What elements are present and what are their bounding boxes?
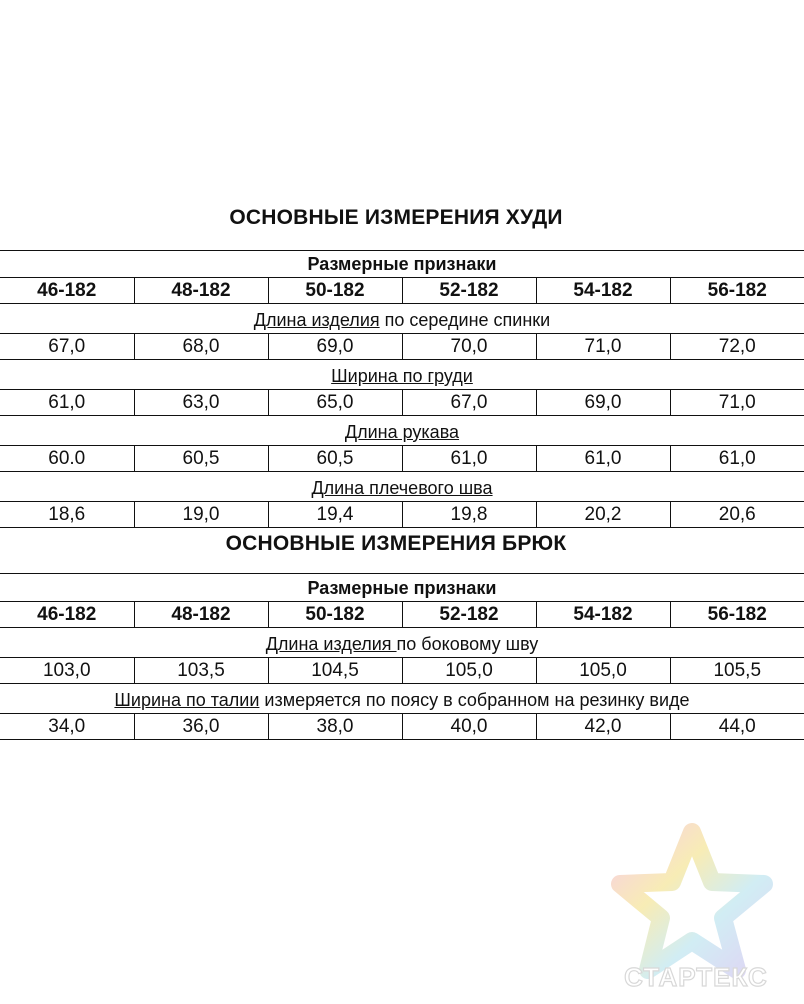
label-rest: измеряется по поясу в собранном на резинку виде — [259, 690, 690, 710]
value-cell: 19,4 — [268, 502, 402, 528]
size-cell: 46-182 — [0, 278, 134, 304]
size-cell: 50-182 — [268, 602, 402, 628]
size-cell: 56-182 — [670, 602, 804, 628]
label-underlined: Длина плечевого шва — [311, 478, 493, 498]
pants-sizes-row — [0, 601, 804, 628]
value-cell: 67,0 — [0, 334, 134, 360]
star-icon — [620, 832, 764, 970]
value-cell: 69,0 — [536, 390, 670, 416]
size-cell: 52-182 — [402, 602, 536, 628]
value-cell: 69,0 — [268, 334, 402, 360]
value-cell: 60,5 — [134, 446, 268, 472]
pants-length-row — [0, 657, 804, 684]
watermark-text: СТАРТЕКС — [624, 962, 768, 992]
value-cell: 103,0 — [0, 658, 134, 684]
size-cell: 48-182 — [134, 602, 268, 628]
value-cell: 105,5 — [670, 658, 804, 684]
value-cell: 19,8 — [402, 502, 536, 528]
value-cell: 63,0 — [134, 390, 268, 416]
value-cell: 36,0 — [134, 714, 268, 740]
hoodie-chest-row — [0, 389, 804, 416]
label-underlined: Ширина по груди — [331, 366, 473, 386]
pants-waist-label — [0, 687, 804, 713]
value-cell: 19,0 — [134, 502, 268, 528]
value-cell: 71,0 — [536, 334, 670, 360]
hoodie-sleeve-row — [0, 445, 804, 472]
divider — [0, 573, 804, 574]
value-cell: 71,0 — [670, 390, 804, 416]
value-cell: 72,0 — [670, 334, 804, 360]
hoodie-chest-label — [0, 363, 804, 389]
hoodie-shoulder-label — [0, 475, 804, 501]
value-cell: 61,0 — [0, 390, 134, 416]
label-underlined: Длина рукава — [344, 422, 460, 442]
value-cell: 67,0 — [402, 390, 536, 416]
value-cell: 61,0 — [670, 446, 804, 472]
hoodie-length-row — [0, 333, 804, 360]
hoodie-size-features-header: Размерные признаки — [307, 254, 497, 274]
size-cell: 54-182 — [536, 602, 670, 628]
value-cell: 40,0 — [402, 714, 536, 740]
value-cell: 20,2 — [536, 502, 670, 528]
label-rest: по середине спинки — [379, 310, 551, 330]
value-cell: 60.0 — [0, 446, 134, 472]
hoodie-shoulder-row — [0, 501, 804, 528]
size-cell: 48-182 — [134, 278, 268, 304]
value-cell: 65,0 — [268, 390, 402, 416]
value-cell: 44,0 — [670, 714, 804, 740]
label-underlined: Ширина по талии — [114, 690, 260, 710]
value-cell: 38,0 — [268, 714, 402, 740]
value-cell: 68,0 — [134, 334, 268, 360]
size-cell: 46-182 — [0, 602, 134, 628]
value-cell: 61,0 — [402, 446, 536, 472]
hoodie-sleeve-label — [0, 419, 804, 445]
value-cell: 105,0 — [402, 658, 536, 684]
value-cell: 60,5 — [268, 446, 402, 472]
watermark-logo — [596, 820, 796, 996]
pants-size-features-header: Размерные признаки — [307, 578, 497, 598]
hoodie-sizes-row — [0, 277, 804, 304]
pants-length-label — [0, 631, 804, 657]
label-underlined: Длина изделия — [253, 310, 380, 330]
value-cell: 34,0 — [0, 714, 134, 740]
value-cell: 18,6 — [0, 502, 134, 528]
value-cell: 70,0 — [402, 334, 536, 360]
label-underlined: Длина изделия — [265, 634, 397, 654]
value-cell: 42,0 — [536, 714, 670, 740]
hoodie-length-label — [0, 307, 804, 333]
value-cell: 20,6 — [670, 502, 804, 528]
pants-title: ОСНОВНЫЕ ИЗМЕРЕНИЯ БРЮК — [225, 532, 567, 555]
label-rest: по боковому шву — [396, 634, 539, 654]
pants-waist-row — [0, 713, 804, 740]
value-cell: 104,5 — [268, 658, 402, 684]
size-cell: 52-182 — [402, 278, 536, 304]
value-cell: 103,5 — [134, 658, 268, 684]
hoodie-title: ОСНОВНЫЕ ИЗМЕРЕНИЯ ХУДИ — [229, 206, 563, 229]
size-cell: 50-182 — [268, 278, 402, 304]
value-cell: 61,0 — [536, 446, 670, 472]
value-cell: 105,0 — [536, 658, 670, 684]
size-cell: 54-182 — [536, 278, 670, 304]
size-cell: 56-182 — [670, 278, 804, 304]
